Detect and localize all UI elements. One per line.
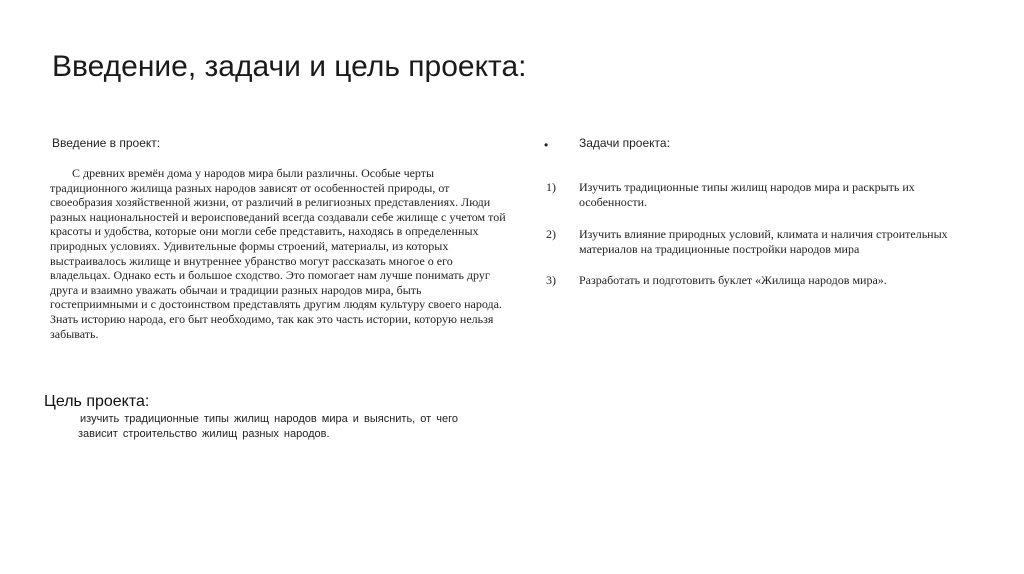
intro-heading: Введение в проект: xyxy=(52,136,161,150)
task-text: Разработать и подготовить буклет «Жилища народов мира». xyxy=(579,273,887,287)
task-text: Изучить влияние природных условий, климата и наличия строительных материалов на традиционные постройки народов мира xyxy=(579,227,948,256)
task-number: 2) xyxy=(546,227,556,241)
task-item xyxy=(546,227,976,256)
slide-title: Введение, задачи и цель проекта: xyxy=(52,50,527,83)
task-item xyxy=(546,180,976,209)
task-item xyxy=(546,273,976,288)
intro-body-text: С древних времён дома у народов мира были различны. Особые черты традиционного жилища разных народов зависят от особенностей природы, от своеобразия хозяйственной жизни, от различий в религиозных представлениях. Люди разных национальностей и вероисповеданий всегда создавали себе жилище с учетом той красоты и удобства, которые они могли себе представить, находясь в определенных природных условиях. Удивительные формы строений, материалы, из которых выстраивалось жилище и внутреннее убранство могут рассказать многое о его владельцах. Однако есть и большое сходство. Это помогает нам лучше понимать друг друга и взаимно уважать обычаи и традиции разных народов мира, быть гостеприимными и с достоинством представлять другим людям культуру своего народа. Знать историю народа, его быт необходимо, так как это часть истории, которую нельзя забывать. xyxy=(50,166,506,341)
bullet-icon: • xyxy=(544,138,549,152)
task-number: 3) xyxy=(546,273,556,287)
goal-text: изучить традиционные типы жилищ народов мира и выяснить, от чего зависит строительство жилищ разных народов. xyxy=(78,413,459,440)
task-text: Изучить традиционные типы жилищ народов мира и раскрыть их особенности. xyxy=(579,180,915,209)
goal-heading: Цель проекта: xyxy=(44,393,150,410)
tasks-heading: Задачи проекта: xyxy=(579,136,670,150)
task-number: 1) xyxy=(546,180,556,194)
